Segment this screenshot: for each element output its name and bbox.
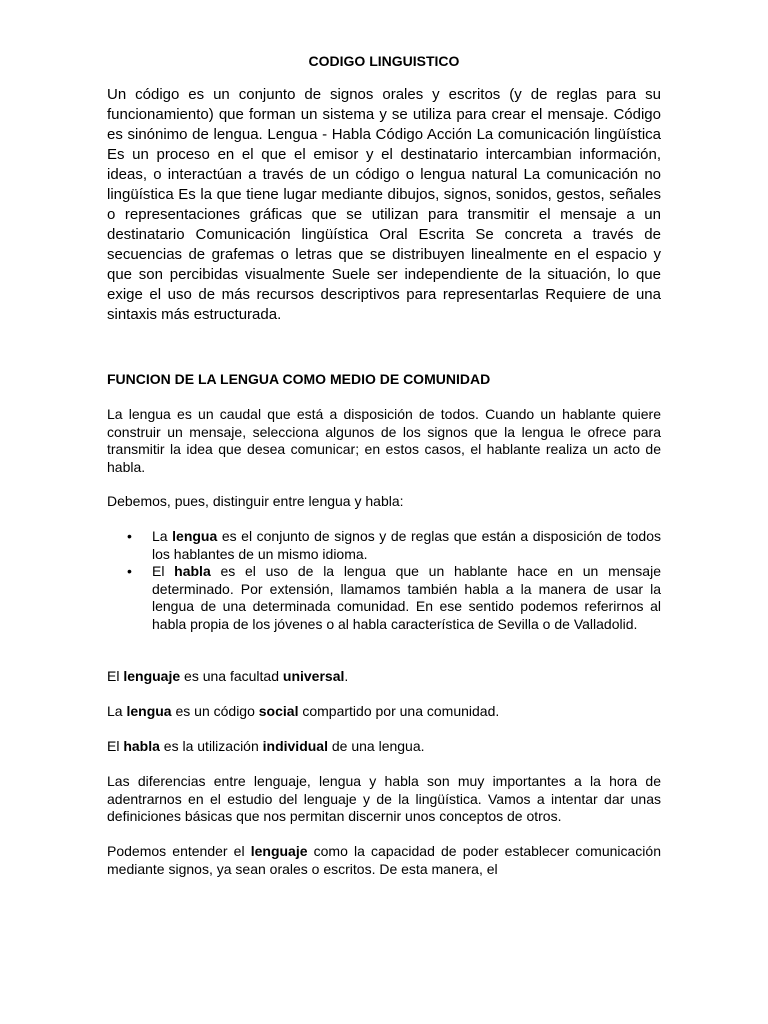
caudal-paragraph: La lengua es un caudal que está a disposición de todos. Cuando un hablante quiere construir un mensaje, selecciona algunos de los signos que la lengua le ofrece para transmitir la idea que desea comunicar; en estos casos, el hablante realiza un acto de habla. (107, 406, 661, 475)
def-lengua-term: lengua (126, 703, 172, 719)
distinguir-paragraph: Debemos, pues, distinguir entre lengua y habla: (107, 493, 404, 509)
list-item-habla (107, 563, 661, 633)
def-lenguaje-pre: El (107, 668, 124, 684)
podemos-term: lenguaje (250, 843, 308, 859)
bullet-icon: • (127, 528, 132, 544)
bullet-habla-term: habla (174, 563, 211, 580)
def-lengua-keyword: social (258, 703, 299, 719)
bullet-habla-pre: El (152, 563, 175, 580)
def-habla-pre: El (107, 738, 124, 754)
def-habla-post: de una lengua. (327, 738, 425, 754)
def-lenguaje-mid: es una facultad (180, 668, 283, 684)
def-lenguaje-keyword: universal (282, 668, 345, 684)
bullet-lengua-pre: La (152, 528, 173, 544)
definition-lengua (107, 703, 661, 721)
podemos-post: como la capacidad de poder establecer comunicación mediante signos, ya sean orales o escritos. De esta manera, el (107, 843, 661, 877)
def-habla-keyword: individual (262, 738, 328, 754)
bullet-icon: • (127, 563, 132, 580)
lengua-habla-list (107, 528, 661, 634)
podemos-paragraph (107, 843, 661, 878)
bullet-lengua-text: es el conjunto de signos y de reglas que están a disposición de todos los hablantes de un mismo idioma. (152, 528, 661, 562)
section-heading: FUNCION DE LA LENGUA COMO MEDIO DE COMUNIDAD (107, 371, 491, 387)
list-item-lengua (107, 528, 661, 563)
definition-habla (107, 738, 661, 756)
def-lengua-pre: La (107, 703, 127, 719)
bullet-lengua-term: lengua (172, 528, 218, 544)
document-title: CODIGO LINGUISTICO (308, 53, 460, 69)
intro-paragraph: Un código es un conjunto de signos orales y escritos (y de reglas para su funcionamiento) que forman un sistema y se utiliza para crear el mensaje. Código es sinónimo de lengua. Lengua - Habla Código Acción La comunicación lingüística Es un proceso en el que el emisor y el destinatario intercambian información, ideas, o interactúan a través de un código o lengua natural La comunicación no lingüística Es la que tiene lugar mediante dibujos, signos, sonidos, gestos, señales o representaciones gráficas que se utilizan para transmitir el mensaje a un destinatario Comunicación lingüística Oral Escrita Se concreta a través de secuencias de grafemas o letras que se distribuyen linealmente en el espacio y que son percibidas visualmente Suele ser independiente de la situación, lo que exige el uso de más recursos descriptivos para representarlas Requiere de una sintaxis más estructurada. (107, 86, 661, 323)
podemos-pre: Podemos entender el (107, 843, 251, 859)
def-habla-term: habla (123, 738, 160, 754)
def-lengua-post: compartido por una comunidad. (298, 703, 500, 719)
def-lengua-mid: es un código (171, 703, 259, 719)
definition-lenguaje (107, 668, 661, 686)
def-habla-mid: es la utilización (159, 738, 263, 754)
bullet-habla-text: es el uso de la lengua que un hablante hace en un mensaje determinado. Por extensión, llamamos también habla a la manera de usar la lengua de una determinada comunidad. En ese sentido podemos referirnos al habla propia de los jóvenes o al habla característica de Sevilla o de Valladolid. (152, 563, 661, 632)
def-lenguaje-post: . (344, 668, 349, 684)
diferencias-paragraph: Las diferencias entre lenguaje, lengua y habla son muy importantes a la hora de adentrarnos en el estudio del lenguaje y de la lingüística. Vamos a intentar dar unas definiciones básicas que nos permitan discernir unos conceptos de otros. (107, 773, 661, 825)
def-lenguaje-term: lenguaje (123, 668, 181, 684)
